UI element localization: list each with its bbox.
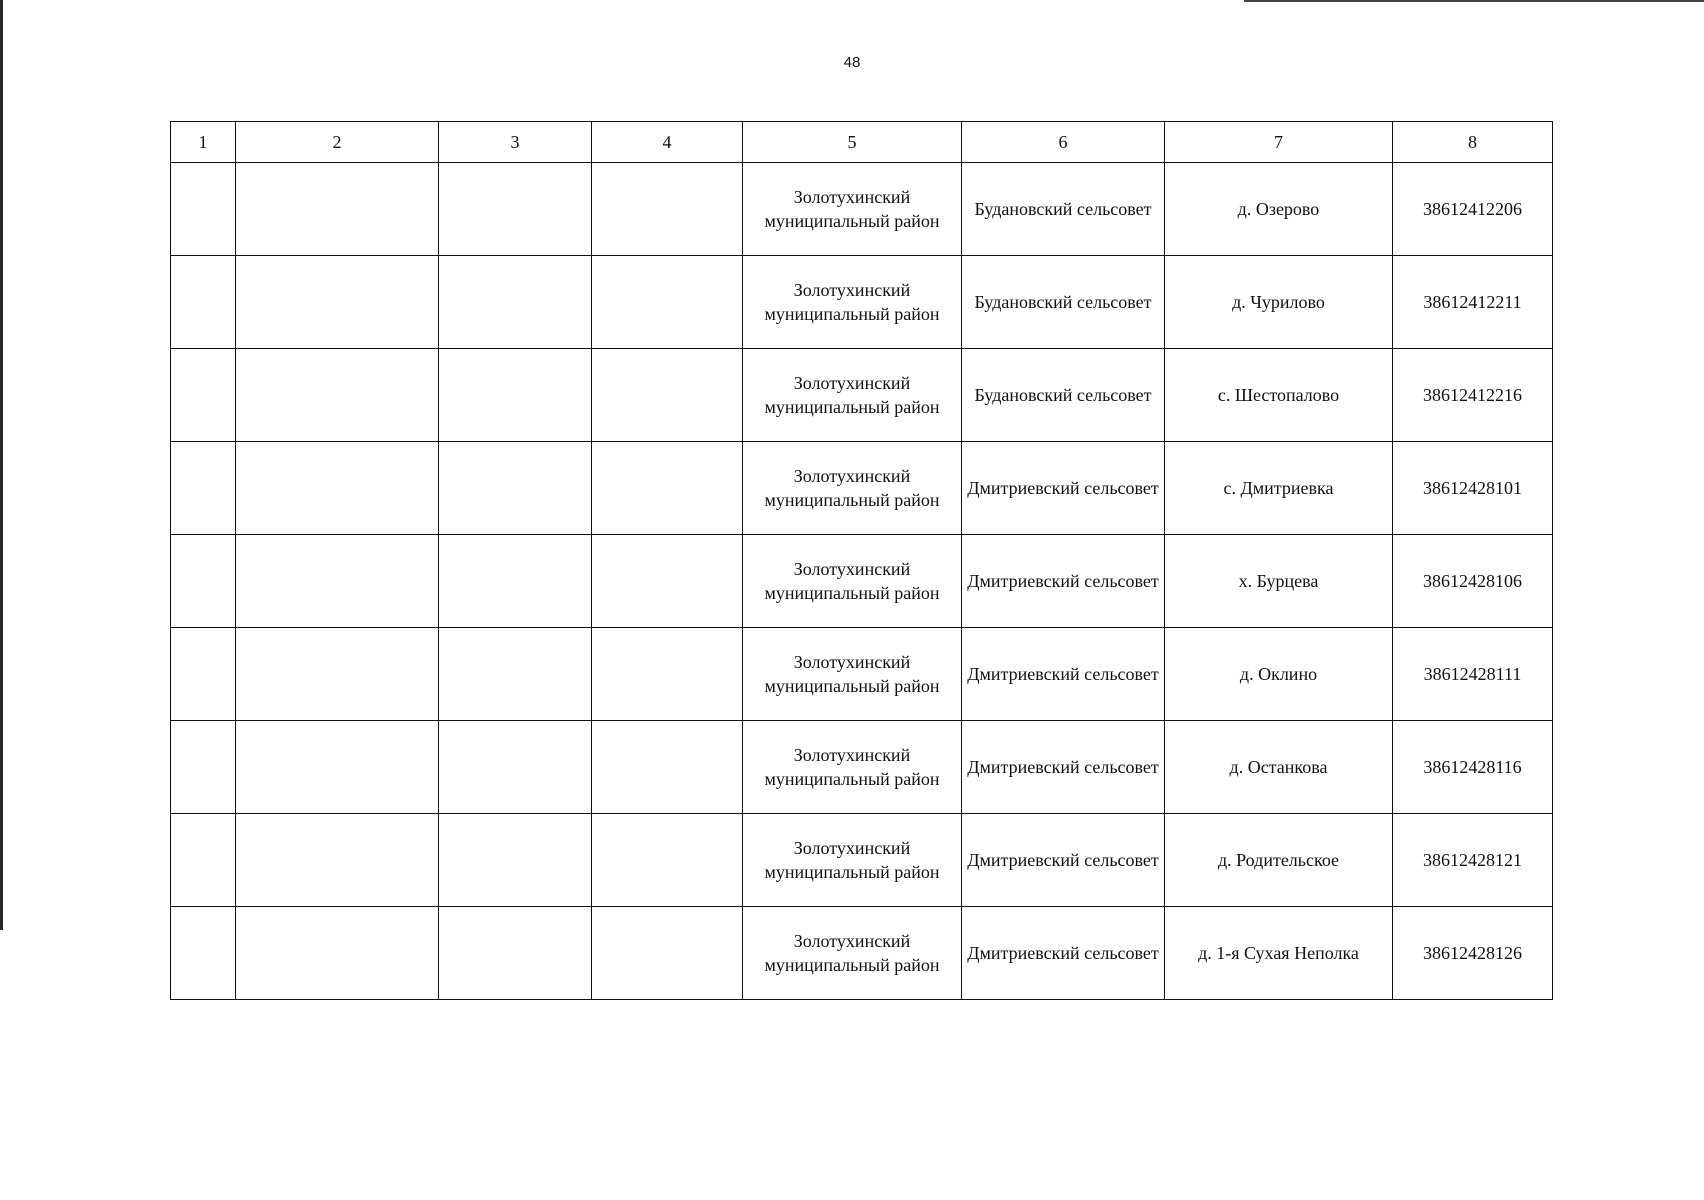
table-row — [171, 907, 1553, 1000]
table-cell-col-5 — [743, 442, 962, 535]
cell-text: Золотухинский муниципальный район — [764, 838, 940, 882]
table-row — [171, 535, 1553, 628]
table-cell-col-3 — [439, 256, 592, 349]
table-cell-col-4 — [592, 907, 743, 1000]
cell-text: Будановский сельсовет — [974, 292, 1152, 312]
cell-text: 38612428101 — [1423, 478, 1522, 498]
cell-text: Золотухинский муниципальный район — [764, 745, 940, 789]
table-cell-col-4 — [592, 442, 743, 535]
table-cell-col-5 — [743, 535, 962, 628]
cell-text: Золотухинский муниципальный район — [764, 280, 940, 324]
table-cell-col-8 — [1393, 256, 1553, 349]
table-cell-col-3 — [439, 721, 592, 814]
cell-text: 38612428116 — [1423, 757, 1522, 777]
table-cell-col-1 — [171, 442, 236, 535]
table-cell-col-2 — [236, 163, 439, 256]
table-cell-col-5 — [743, 256, 962, 349]
table-cell-col-5 — [743, 163, 962, 256]
column-header-8: 8 — [1393, 122, 1553, 163]
cell-text: д. 1-я Сухая Неполка — [1198, 943, 1359, 963]
table-cell-col-8 — [1393, 442, 1553, 535]
table-cell-col-7 — [1165, 535, 1393, 628]
table-row — [171, 442, 1553, 535]
cell-text: х. Бурцева — [1238, 571, 1319, 591]
cell-text: Золотухинский муниципальный район — [764, 652, 940, 696]
cell-text: Золотухинский муниципальный район — [764, 559, 940, 603]
cell-text: Дмитриевский сельсовет — [967, 850, 1159, 870]
table-cell-col-2 — [236, 349, 439, 442]
table-cell-col-7 — [1165, 814, 1393, 907]
data-table — [170, 121, 1553, 1000]
table-cell-col-4 — [592, 628, 743, 721]
cell-text: Будановский сельсовет — [974, 385, 1152, 405]
page-number: 48 — [843, 54, 861, 71]
table-cell-col-8 — [1393, 535, 1553, 628]
table-cell-col-7 — [1165, 349, 1393, 442]
cell-text: д. Родительское — [1217, 850, 1340, 870]
table-cell-col-1 — [171, 349, 236, 442]
cell-text: Дмитриевский сельсовет — [967, 478, 1159, 498]
table-cell-col-7 — [1165, 256, 1393, 349]
table-cell-col-1 — [171, 163, 236, 256]
table-cell-col-5 — [743, 349, 962, 442]
cell-text: д. Останкова — [1229, 757, 1328, 777]
table-cell-col-7 — [1165, 721, 1393, 814]
table-cell-col-3 — [439, 163, 592, 256]
table-cell-col-2 — [236, 907, 439, 1000]
cell-text: 38612412216 — [1423, 385, 1522, 405]
cell-text: Золотухинский муниципальный район — [764, 187, 940, 231]
table-cell-col-2 — [236, 256, 439, 349]
cell-text: 38612428106 — [1423, 571, 1522, 591]
table-cell-col-6 — [962, 163, 1165, 256]
cell-text: с. Шестопалово — [1217, 385, 1340, 405]
column-header-3: 3 — [439, 122, 592, 163]
table-cell-col-2 — [236, 535, 439, 628]
table-cell-col-1 — [171, 535, 236, 628]
table-cell-col-1 — [171, 628, 236, 721]
table-cell-col-1 — [171, 256, 236, 349]
table-cell-col-3 — [439, 628, 592, 721]
table-cell-col-4 — [592, 163, 743, 256]
table-cell-col-6 — [962, 721, 1165, 814]
table-cell-col-5 — [743, 628, 962, 721]
table-row — [171, 628, 1553, 721]
column-header-7: 7 — [1165, 122, 1393, 163]
cell-text: с. Дмитриевка — [1223, 478, 1334, 498]
header-row — [171, 122, 1553, 163]
table-cell-col-8 — [1393, 814, 1553, 907]
cell-text: Дмитриевский сельсовет — [967, 943, 1159, 963]
table-cell-col-2 — [236, 814, 439, 907]
cell-text: 38612428111 — [1423, 664, 1522, 684]
table-cell-col-2 — [236, 442, 439, 535]
cell-text: Золотухинский муниципальный район — [764, 931, 940, 975]
table-cell-col-3 — [439, 535, 592, 628]
table-cell-col-8 — [1393, 907, 1553, 1000]
table-cell-col-3 — [439, 442, 592, 535]
table-cell-col-4 — [592, 535, 743, 628]
table-cell-col-7 — [1165, 442, 1393, 535]
table-row — [171, 349, 1553, 442]
column-header-5: 5 — [743, 122, 962, 163]
table-cell-col-3 — [439, 349, 592, 442]
table-cell-col-7 — [1165, 907, 1393, 1000]
cell-text: Дмитриевский сельсовет — [967, 757, 1159, 777]
table-cell-col-6 — [962, 535, 1165, 628]
table-row — [171, 721, 1553, 814]
table-row — [171, 256, 1553, 349]
table-cell-col-3 — [439, 907, 592, 1000]
cell-text: Золотухинский муниципальный район — [764, 373, 940, 417]
table-cell-col-7 — [1165, 628, 1393, 721]
table-cell-col-3 — [439, 814, 592, 907]
table-cell-col-4 — [592, 256, 743, 349]
table-cell-col-1 — [171, 721, 236, 814]
cell-text: д. Оклино — [1239, 664, 1318, 684]
column-header-4: 4 — [592, 122, 743, 163]
table-body — [171, 163, 1553, 1000]
table-cell-col-1 — [171, 814, 236, 907]
table-cell-col-4 — [592, 349, 743, 442]
table-cell-col-8 — [1393, 163, 1553, 256]
cell-text: 38612428121 — [1423, 850, 1522, 870]
cell-text: 38612428126 — [1423, 943, 1522, 963]
table-row — [171, 814, 1553, 907]
scan-edge-top — [1244, 0, 1704, 2]
cell-text: д. Озерово — [1237, 199, 1320, 219]
table-cell-col-6 — [962, 349, 1165, 442]
table-cell-col-5 — [743, 907, 962, 1000]
table-cell-col-6 — [962, 814, 1165, 907]
table-cell-col-2 — [236, 721, 439, 814]
table-cell-col-6 — [962, 256, 1165, 349]
scan-edge-left — [0, 0, 3, 930]
cell-text: Дмитриевский сельсовет — [967, 664, 1159, 684]
table-header — [171, 122, 1553, 163]
table-cell-col-5 — [743, 814, 962, 907]
table-row — [171, 163, 1553, 256]
column-header-2: 2 — [236, 122, 439, 163]
cell-text: 38612412211 — [1423, 292, 1522, 312]
table-cell-col-6 — [962, 907, 1165, 1000]
table-cell-col-8 — [1393, 628, 1553, 721]
cell-text: 38612412206 — [1423, 199, 1522, 219]
cell-text: Дмитриевский сельсовет — [967, 571, 1159, 591]
table-cell-col-4 — [592, 721, 743, 814]
table-cell-col-5 — [743, 721, 962, 814]
table-cell-col-8 — [1393, 721, 1553, 814]
table-cell-col-7 — [1165, 163, 1393, 256]
cell-text: д. Чурилово — [1232, 292, 1325, 312]
column-header-1: 1 — [171, 122, 236, 163]
table-cell-col-4 — [592, 814, 743, 907]
table-cell-col-1 — [171, 907, 236, 1000]
table-cell-col-8 — [1393, 349, 1553, 442]
table-cell-col-2 — [236, 628, 439, 721]
table-cell-col-6 — [962, 442, 1165, 535]
column-header-6: 6 — [962, 122, 1165, 163]
table-cell-col-6 — [962, 628, 1165, 721]
cell-text: Золотухинский муниципальный район — [764, 466, 940, 510]
cell-text: Будановский сельсовет — [974, 199, 1152, 219]
